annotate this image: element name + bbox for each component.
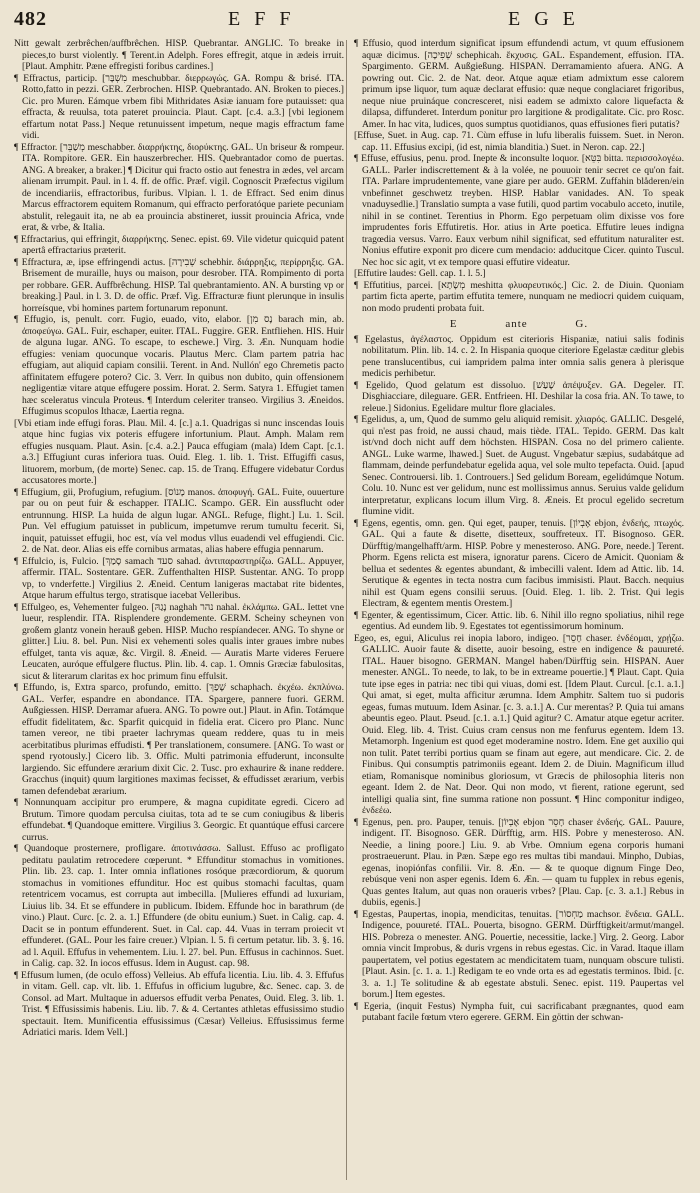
running-head-right: EGE [508,8,589,30]
dictionary-entry: ¶ Egenter, & egentissimum, Cicer. Attic. lib. 6. Nihil illo regno spoliatius, nihil rege egentius. Ad eundem lib. 9. Egestates tot egentissimorum hominum. [354,609,684,632]
dictionary-entry: ¶ Quandoque prosternere, profligare. ἀποτινάσσω. Sallust. Effuso ac profligato peditatu paulatim retrocedere cœperunt. * Effunditur stomachus in vomitiones. Plin. lib. 23. cap. 1. Inter omnia inflationes rosóque præcordiorum, & quorum stomachus in vomitiones effunditur. Hoc est quibus stomachi facultas, quam retentricem vocamus, est corrupta aut imbecilla. [Mulieres effundi ad luxuriam, Liuius lib. 34. Et se effundere in publicum. Ibidem. Effunde hoc in barathrum (de vino.) Plaut. Curc. [c. 2. a. 1.] Effundere (de obitu eunium.) Suet. in Calig. cap. 4. Dacit se in pontum effunderent. Suet. in Cal. cap. 44. Vuas in terram proiecit vt effunderet. (GAL. Pour les faire creuer.) Vlpian. l. 5. fi certum petatur. lib. 3. §. 16. ad l. Aquil. Effufus in vehementem. Liu. l. 27. bel. Pun. Effusus in cachinnos. Suet. in Calig. cap. 32. In iocos effusus. Idem in August. cap. 98. [14,843,344,969]
dictionary-entry: Nitt gewalt zerbrêchen/auffbrêchen. HISP. Quebrantar. ANGLIC. To breake in pieces,to burst violently. ¶ Terent.in Adelph. Fores effregit, atque in ædeis irruit. [Plaut. Amphitr. Pæne effregisti foribus cardines.] [14,38,344,72]
section-heading-letter-e: E [449,318,458,330]
dictionary-entry: ¶ Effugio, is, penult. corr. Fugio, euado, vito, elabor. [נָס מִן barach min, ab. ἀποφεύγω. GAL. Fuir, eschaper, euiter. ITAL. Fuggire. GER. Entfliehen. HIS. Huir de alguna lugar. ANG. To escape, to eschewe.] Virg. 3. Æn. Nunquam hodie effugies: veniam quocunque vocaris. Plautus Merc. Clam partem patria hac effugiam, aut aliquid capiam consilii. Terent. in And. Nullón' ego Chremetis pacto affinitatem effugere potero? Cic. 3. Verr. In quibus non dubito, quin offensionem negligentiæ vitare atque effugere possim. Horat. 2. Serm. Satyra 1. Effugiet tamen hæc sceleratus vincula Proteus. ¶ Interdum celeriter transeo. Virgilius 3. Æneidos. Effugimus scopulos Ithacæ, Laertia regna. [14,314,344,417]
dictionary-entry: ¶ Effractus, particip. [מִשְׁבָּר meschubbar. διερρωγώς. GA. Rompu & brisé. ITA. Rotto,fatto in pezzi. GER. Zerbrochen. HISP. Quebrantado. AN. Broken to pieces.] Cic. pro Muren. Eámque vrbem fibi Mithridates Asiæ ianuam fore putauisset: qua effracta, & reuulsa, tota pateret prouincia. Plaut. Capt. [c.4. a.3.] [vbi legionem effartum notat Pass.] Neque retunuissent impetum, neque magis effractum fame vidi. [14,72,344,141]
page-number: 482 [14,8,47,30]
left-column [14,38,344,1186]
dictionary-entry: ¶ Effulgeo, es, Vehementer fulgeo. [נָגַהּ naghah נהר nahal. ἐκλάμπω. GAL. Iettet vne lueur, resplendir. ITA. Risplendere grondemente. GERM. Scheiny scheynen von großem glantz vonein herauß geben. HISP. Mucho respíandecer. ANG. To shyne or glitter.] Liu. 8. bel. Pun. Nisi ex vehementi soles qualis inter graues imbre nubes effulget, tanta vis aquæ, &c. Virgil. 8. Æneid. — Auratis Marte videres Feruere Leucaten, auróque effulgere fluctus. Plin. lib. 4. cap. 1. Omnis Græciæ fabulositas, sicut & literarum claritas ex hoc primum finu effulsit. [14,601,344,682]
dictionary-entry: ¶ Nonnunquam accipitur pro erumpere, & magna cupiditate egredi. Cicero ad Brutum. Timore quodam perculsa ciuitas, tota ad te se cum coniugibus & liberis effundebat. ¶ Quandoque emittere. Virgilius 3. Georgic. Et quantúque effusi carcere currus. [14,797,344,843]
dictionary-entry: ¶ Effutitius, parcei. [מְשָׂתָא meshitta φλυαρευτικός.] Cic. 2. de Diuin. Quoniam partim ficta aperte, partim effutita temere, nunquam ne mediocri quidem cuiquam, non modo prudenti probata fuit. [354,279,684,314]
dictionary-entry: ¶ Egeria, (inquit Festus) Nympha fuit, cui sacrificabant prægnantes, quod eam putabant facile fœtum vtero egerere. GERM. Ein göttin der schwan- [354,1000,684,1023]
dictionary-entry: [Effutire laudes: Gell. cap. 1. l. 5.] [354,268,486,279]
dictionary-entry: ¶ Effractura, æ, ipse effringendi actus. [שְׁבִירָה schebhir. διάρρηξις, περίρρηξις. GA. Brisement de muraille, huys ou maison, pour desrober. ITA. Rompimento di porta per robbare. GER. Auffbrêchung. HISP. Tal quebrantamiento. AN. A bursting vp or breaking.] Paul. in l. 3. D. de offic. Præf. Vig. Effracturæ fiunt plerunque in insulis horreísque, vbi homines partem fortunarum reponunt. [14,256,344,314]
dictionary-entry: ¶ Effusum lumen, (de oculo effoss) Velleius. Ab effufa licentia. Liu. lib. 4. 3. Effufus in vitam. Gell. cap. vlt. lib. 1. Effufus in officium lugubre, &c. Senec. cap. 3. de Consol. ad Mart. Multaque in aduersos effudit verba Penates, Ouid. Eleg. 3. lib. 1. Trist. ¶ Effusissimis habenis. Liu. lib. 7. & 4. Certantes athletas effusissimo studio spectauit. Item. Munificentia effusissimus (Cæsar) Velleius. Effusissimus ferme Adriatici maris. Idem Vell.] [14,969,344,1038]
right-column [354,38,684,1186]
section-heading-letter-g: G. [575,318,589,330]
dictionary-entry: ¶ Effractarius, qui effringit, διαρρήκτης. Senec. epist. 69. Vile videtur quicquid patent apertâ effractarius præterit. [14,233,344,256]
dictionary-entry: ¶ Egelidus, a, um, Quod de summo gelu aliquid remisit. χλιαρός. GALLIC. Desgelé, qui n'est pas froid, ne aussi chaud, mais tiède. ITAL. Tepido. GERM. Das kalt ist/vnd doch nicht auff dem höchsten. HISPAN. Cosa no del primero caliente. ANGL. Luke warme, lhawed.] Suet. de August. Vngebatur sæpius, sudabátque ad flammam, deinde perfundebatur egelida aqua, vel sole multo tepefacta. Ouid. [apud Senec. Controuersi. lib. 1. Controuers.] Sed gelidum Boream, egelidúmque Notum. Colu. 10. Nunc est ver gelidum, nunc est mollissimus annus. Seruius valde gelidum interpretatur, explicans locum illum Virg. 8. Æneis. Et procul egelido secretum flumine vidit. [354,414,684,517]
dictionary-entry: [Effuse, Suet. in Aug. cap. 71. Cùm effuse in lufu liberalis fuissem. Suet. in Neron. cap. 11. Effusius excipi, (id est, nimia blanditia.) Suet. in Neron. cap. 22.] [354,130,684,153]
dictionary-entry: ¶ Effundo, is, Extra sparco, profundo, emitto. [שָׁפַךְ schaphach. ἐκχέω. ἐκπλύνω. GAL. Verfer, espandre en abondance. ITA. Spargere, pannere fuori. GERM. Außgiessen. HISP. Derramar afuera. ANG. To powre out.] Plaut. in Afin. Totámque effudit fidelitatem, &c. Sparfit quicquid in fidelia erat. Cicero pro Planc. Nunc tamen vereor, ne tibi praeter lachrymas queam reddere, quas tu in meis acerbitatibus plurimas effudisti. ¶ Per translationem, consumere. [ANG. To wast or spend ryotously.] Cicero lib. 3. Offic. Multi patrimonia effuderunt, inconsulte largiendo. Sic effundere ærarium dixit Cic. 2. Tusc. pro exhaurire & inane reddere. Gracchus (inquit) quum largitiones maximas fecisset, & effudisset ærarium, verbis tamen defendebat ærarium. [14,682,344,797]
running-head [0,0,700,34]
section-heading [354,319,684,331]
dictionary-entry: [Vbi etiam inde effugi foras. Plau. Mil. 4. [c.] a.1. Quadrigas si nunc inscendas Iouis atque hinc fugias vix poteris effugere infortunium. Plaut. Amph. Malam rem effugies nusquam. Plaut. Asin. [c.4. a.2.] Pauca effugiam (mala) Idem Capt. [c.1. a.3.] Effugiunt curas inferiora tuas. Ouid. Eleg. 1. lib. 1. Trist. Effugiffi casus, lituorem, morbum, (de morte) Senec. cap. 15. de Tranq. Effugere videbatur Cordus accusatores morte.] [14,417,344,486]
column-divider [346,40,347,1180]
dictionary-entry: ¶ Egestas, Paupertas, inopia, mendicitas, tenuitas. [מַחְסוֹר machsor. ἔνδεια. GALL. Indigence, pouureté. ITAL. Pouerta, bisogno. GERM. Dürfftigkeit/armut/mangel. HIS. Pobreza o menester. ANG. Pouertie, necessitie, lacke.] Virg. 2. Georg. Labor omnia vincit Improbus, & duris vrgens in rebus egestas. Cic. in Varad. Itaque illam paupertatem, vel potius egestatem ac mendicitatem tuam, nunquam obscure tulisti. [Plaut. Asin. [c. 1. a. 1.] Redigam te eo vnde orta es ad egestatis terminos. Ibid. [c. 3. a. 1.] Te solitudine & ab egestate abstuli. Senec. epist. 119. Paupertas vel borum.] Item egestes. [354,908,684,1000]
dictionary-entry: ¶ Egelido, Quod gelatum est dissoluo. [שָׁעַשׁ ἀπέψυξεν. GA. Degeler. IT. Disghiacciare, dileguare. GER. Entfrieen. HI. Deshilar la cosa fria. AN. To tawe, to releue.] Sidonius. Egelidare multur flore glaciales. [354,379,684,414]
dictionary-entry: ¶ Effuse, effusius, penu. prod. Inepte & inconsulte loquor. [בִּטֵּא bitta. περισσολογέω. GALL. Parler indiscrettement & à la volée, ne pouuoir tenir secret ce qu'on fait. ITA. Parlare imprudentemente, vane giare per audo. GERM. Zuffahin blåderen/ein vnbefinnet geschwetz treyben. HISP. Hablar vanidades. AN. To speak vnaduysedlie.] Translatio sumpta a vase futili, quod partim vocabulo acceto, inutile, nihil in se continet. Terentius in Phorm. Ego perpetuam olim dixisse vos fore imprudentes foris Effutiretis. Hor. atius in Arte poetica. Effutire leues indigna tragœdia versus. Varro. Eaux verbum nihil significat, sed effutitum naturaliter est. Nonius effutire exponit pro dicere cum mendacio: adducitque Cicer. quinto Tuscul. Nec hoc sic agit, vt ex tempore quasi effutire videatur. [354,153,684,268]
dictionary-entry: Egeo, es, egui, Aliculus rei inopia laboro, indigeo. [חָסֵר chaser. ἐνδέομαι, χρῄζω. GALLIC. Auoir faute & disette, auoir besoing, estre en indigence & pauureté. ITAL. Hauer bisogno. GERMAN. Mangel haben/Dürfftig sein. HISPAN. Auer menester. ANGL. To neede, to lak, to be in extreame pouertie.] ¶ Plaut. Capt. Quia tute ipse eges in patria: nec tibi qui viuas, domi est. [Idem Plaut. Curcul. [c.1. a.1.] Qui amat, si eget, multa afficitur ærumna. Idem Amphitr. Saltem tuo si pudoris egeas, fumas mutuum. Idem Asinar. [c. 3. a.1.] A. Cur merentas? P. Quia tui amans abeuntis egeo. Plaut. Pseud. [c.1. a.1.] Quid agitur? C. Amatur atque egetur acriter. Ouid. Eleg. lib. 4. Trist. Cuius cram census non me fenfurus egentem. Idem 13. Metamorph. Ingenium est quod eget moderamine nostro. Idem. Ene get auxilio qui non tulit. Patet terribi portius quam se finam aut egere, aut mendicare. Cic. 2. de Finibus. Qui consumptis patrimoniis egeant. Idem 2. de Diuin. Magnificum illud etiam, Romanisque nominibus gloriosum, vt Græcis de philosophia literis non egeant. Idem 2. de Nat. Deor. Qui non modo, vt fierent, ratione egerunt, sed intelligi qualia sint, fine summa ratione non possunt. ¶ Hinc componitur indigeo, ἐνδεέω. [354,632,684,816]
dictionary-entry: ¶ Egelastus, ἀγέλαστος. Oppidum est citerioris Hispaniæ, natiui salis fodinis nobilitatum. Plin. lib. 14. c. 2. In Hispania quoque citeriore Egelastæ cæditur glebis pene translucentibus, cui iampridem palma inter omnia salis genera à plerisque medicis perhibetur. [354,333,684,379]
dictionary-entry: ¶ Egenus, pen. pro. Pauper, tenuis. [אֶבְיוֹן ebjon חָסֵר chaser ἐνδεής. GAL. Pauure, indigent. IT. Bisognoso. GER. Dürfftig, arm. HIS. Pobre y menesteroso. AN. Needie, a lining poore.] Liu. 9. ab Vrbe. Omnium egena corporis humani prostraeuerunt. Plau. in Pæn. Sæpe ego res multas tibi mandaui. Minpho, Dubias, egenas, inopiónfas confilii. Vir. 8. Æn. — & te quoque dignum Finge Deo, rebúsque veni non asper egenis. Idem 6. Æn. — quam tu fupplex in rebus egenis, Quas gentes Italum, aut quas non oraueris vrbes? [Plau. Cap. [c. 3. a.1.] Rebus in dubiis, egenis.] [354,816,684,908]
running-head-left: EFF [228,8,305,30]
dictionary-entry: ¶ Effractor. [מְשַׁבֵּר meschabber. διαρρήκτης, διορύκτης. GAL. Un briseur & rompeur. ITA. Rompitore. GER. Ein hauszerbrecher. HIS. Quebrantador como de puertas. ANG. A breaker, a braker.] ¶ Dicitur qui fracto ostio aut fenestra in ædes, vel arcam alienam irrumpit. Paul. in l. 4. ff. de offic. Præf. vigil. Cognoscit Præfectus vigilum de incendiariis, effractoribus, furibus. Vlpian. l. 1. de Effract. Sed enim dinus Marcus effractorem equitem Romanum, qui effracto perforatóque pariete pecuniam abstulit, relegauit ita, ne ab ea prouincia abstineret, iussit prouincia Africa, vnde erat, & vrbe, & Italia. [14,141,344,233]
dictionary-entry: ¶ Effulcio, is, Fulcio. [סָמַךְ samach סעד sahad. ἀντιπαραστηρίζω. GALL. Appuyer, affermir. ITAL. Sostentare. GER. Zuffenthalten HISP. Sustentar. ANG. To propp vp, to vnderfette.] Virgilius 2. Æneid. Centum lanigeras mactabat rite bidentes, Atque harum effultus tergo, stratisque iacebat Velleribus. [14,555,344,601]
dictionary-entry: ¶ Effusio, quod interdum significat ipsum effundendi actum, vt quum effusionem aquæ dicimus. [שְׁפִיכָה schephicah. ἔκχυσις. GAL. Espandement, effusion. ITA. Spargimento. GERM. Außgießung. HISPAN. Derramamiento afuera. ANG. A powring out. Cic. 2. de Nat. deor. Atque aquæ etiam admixtum esse calorem primum ipse liquor, tum aquæ declarat effusio: quæ neque conglaciaret frigoribus, neque niue pruináque concresceret, nisi eadem se admixto calore liquefacta & dilapsa, diffunderet. Interdum ponitur pro largitione & prodigalitate. Cic. pro Rosc. Amer. In hac vita, ludices, quos sumptus quotidianos, quas effusiones fieri putatis? [354,38,684,130]
dictionary-entry: ¶ Effugium, gii, Profugium, refugium. [מָנוֹס manos. ἀποφυγή. GAL. Fuite, ouuerture par ou on peut fuir & eschapper. ITALIC. Scampo. GER. Ein aussflucht oder entrunnung. HISP. La huida de algun lugar. ANGL. Refuge, flight.] Lu. 1. Scil. Pun. Vel effugium patuisset in publicum, impetumve rerum tumultu fecerit. Si, inquit, patuisset effugii, hoc est, vía vel modus vllus euadendi vel effugiendi. Cic. 2. de Nat. deor. Alias eis effe cornibus armatas, alias habere effugia pennarum. [14,486,344,555]
dictionary-entry: ¶ Egens, egentis, omn. gen. Qui eget, pauper, tenuis. [אֶבְיוֹן ebjon, ἐνδεής, πτωχός. GAL. Qui a faute & disette, disetteux, souffreteux. IT. Bisognoso. GER. Dürfftig/mangelhafft/arm. HISP. Pobre y menesteroso. ANG. Pore, neede.] Terent. Phorm. Egens relicta est misera, ignoratur parens. Cicero de Amicit. Quoniam & bellua et sedentes & egentes abundant, & imbecilli valent. Idem ad Attic. lib. 14. Serutique & egentes in tecta nostra cum facibus immisisti. Plaut. Bacch. nequius nihil est Quam egens consilii seruus. [Ouid. Eleg. 1. lib. 2. Trist. Qui legis Electram, & egentem mentis Orestem.] [354,517,684,609]
section-heading-ante: ante [505,318,528,330]
